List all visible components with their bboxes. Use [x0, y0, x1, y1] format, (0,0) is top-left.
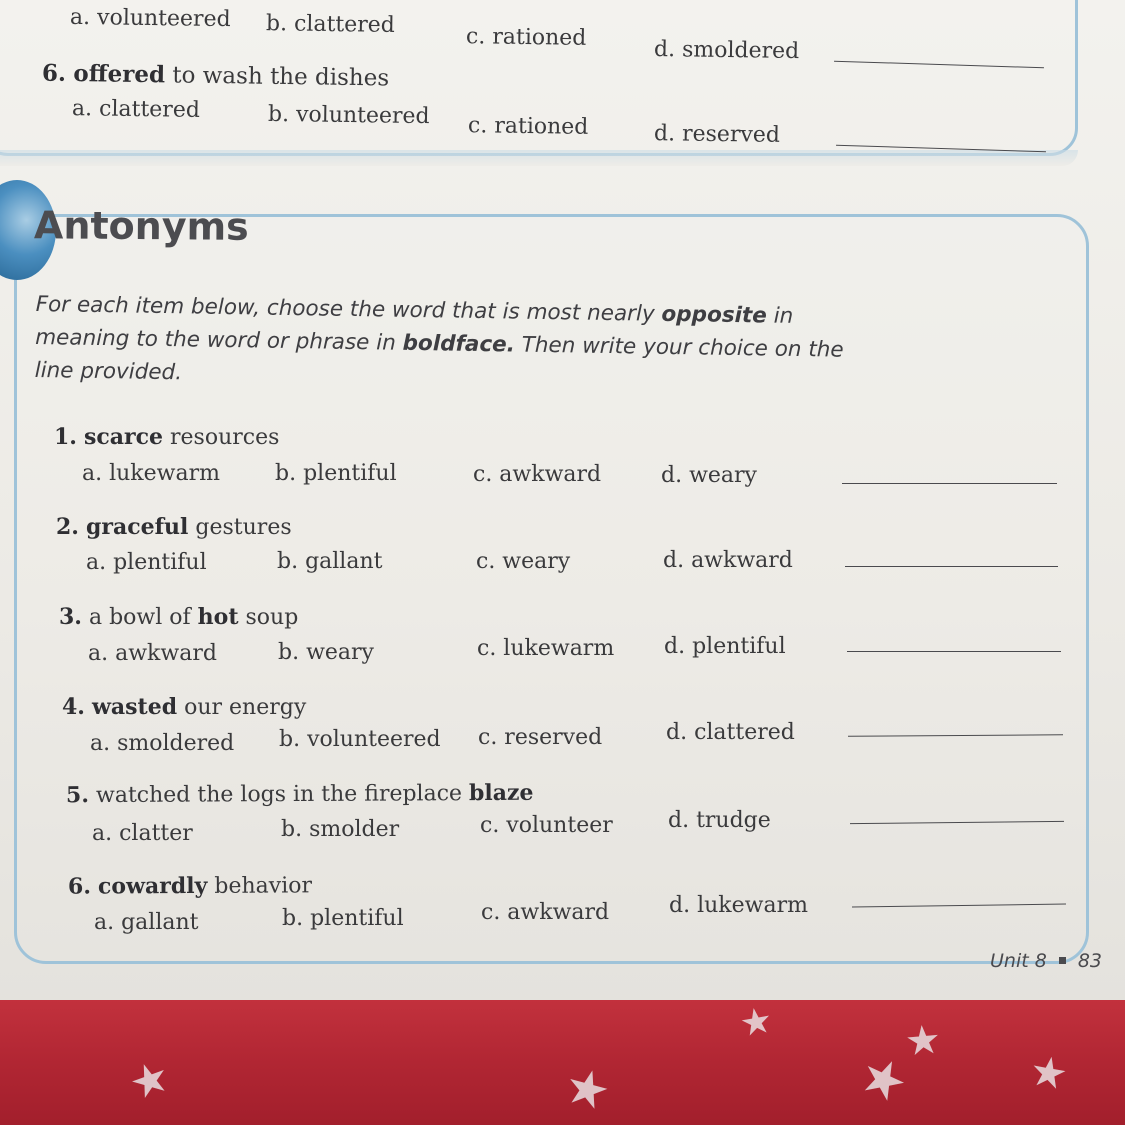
- question-5-option-b: b. smolder: [281, 817, 400, 842]
- previous-box-shadow: [0, 150, 1078, 166]
- question-3-option-d: d. plentiful: [664, 634, 786, 659]
- star-icon: ★: [1026, 1045, 1072, 1100]
- prev-q6-option-a: a. clattered: [71, 96, 201, 123]
- question-6-option-b: b. plentiful: [282, 906, 404, 931]
- prev-q6-number: 6.: [41, 59, 67, 87]
- question-6-number: 6.: [67, 873, 92, 900]
- question-3-number: 3.: [59, 604, 82, 630]
- question-4-option-a: a. smoldered: [90, 731, 235, 756]
- question-2-option-b: b. gallant: [277, 549, 383, 574]
- question-2-prompt: [56, 514, 292, 540]
- prev-q5-option-d: d. smoldered: [653, 36, 800, 65]
- question-1-option-d: d. weary: [661, 463, 757, 488]
- prev-q6-prompt: [42, 60, 389, 92]
- question-3-answer-line[interactable]: [847, 651, 1061, 652]
- star-icon: ★: [903, 1016, 943, 1066]
- question-6-bold-word: cowardly: [97, 872, 208, 900]
- question-2-answer-line[interactable]: [845, 566, 1058, 567]
- prev-q6-option-d: d. reserved: [653, 121, 781, 148]
- question-3-prompt: [59, 604, 298, 630]
- question-6-prompt: [68, 872, 312, 899]
- question-5-number: 5.: [65, 782, 90, 809]
- prev-q6-option-b: b. volunteered: [267, 101, 430, 130]
- question-4-post: our energy: [177, 695, 307, 720]
- question-1-option-c: c. awkward: [473, 462, 602, 487]
- question-5-option-d: d. trudge: [668, 808, 771, 833]
- question-3-option-a: a. awkward: [88, 641, 217, 666]
- section-title: Antonyms: [33, 203, 249, 249]
- question-1-option-b: b. plentiful: [275, 461, 397, 486]
- question-2-option-a: a. plentiful: [86, 550, 207, 575]
- instructions-bold1: opposite: [661, 301, 768, 329]
- page-footer: [990, 950, 1102, 972]
- question-2-bold-word: graceful: [85, 514, 189, 540]
- instructions: [34, 288, 855, 400]
- question-4-option-b: b. volunteered: [279, 727, 441, 752]
- question-1-prompt: [54, 424, 279, 450]
- prev-q6-option-c: c. rationed: [467, 113, 589, 140]
- star-icon: ★: [849, 1042, 918, 1118]
- unit-label: Unit 8: [990, 950, 1047, 972]
- instructions-part3: Then write your choice on the line provided.: [34, 332, 844, 386]
- star-icon: ★: [736, 1000, 776, 1046]
- question-3-bold-word: hot: [197, 604, 239, 630]
- question-2-option-c: c. weary: [476, 549, 571, 574]
- question-4-number: 4.: [62, 694, 85, 720]
- question-3-pre: a bowl of: [88, 605, 198, 630]
- question-5-option-c: c. volunteer: [480, 813, 613, 838]
- question-6-option-a: a. gallant: [94, 910, 199, 935]
- question-6-post: behavior: [207, 873, 313, 899]
- question-2-option-d: d. awkward: [663, 548, 793, 573]
- instructions-part2: in meaning to the word or phrase in: [35, 303, 794, 356]
- question-3-option-c: c. lukewarm: [477, 636, 615, 661]
- question-4-option-d: d. clattered: [666, 720, 795, 745]
- question-1-option-a: a. lukewarm: [82, 461, 220, 486]
- question-6-option-c: c. awkward: [481, 900, 610, 925]
- red-tablecloth-background: [0, 1000, 1125, 1125]
- bullet-square-icon: [1059, 957, 1066, 964]
- question-1-number: 1.: [54, 424, 77, 450]
- question-5-pre: watched the logs in the fireplace: [95, 781, 470, 809]
- question-4-bold-word: wasted: [91, 694, 178, 720]
- prev-q5-option-c: c. rationed: [465, 24, 587, 51]
- star-icon: ★: [558, 1055, 617, 1123]
- question-6-option-d: d. lukewarm: [669, 893, 808, 918]
- star-icon: ★: [122, 1049, 177, 1112]
- prev-q5-option-b: b. clattered: [265, 11, 396, 38]
- question-3-post: soup: [238, 605, 299, 630]
- instructions-part1: For each item below, choose the word that is most nearly: [35, 291, 662, 327]
- question-2-post: gestures: [188, 515, 292, 540]
- question-1-answer-line[interactable]: [842, 483, 1057, 484]
- question-4-prompt: [62, 694, 306, 720]
- prev-q6-rest: to wash the dishes: [164, 62, 390, 92]
- question-2-number: 2.: [56, 514, 79, 540]
- question-3-option-b: b. weary: [278, 640, 374, 665]
- question-1-bold-word: scarce: [83, 424, 163, 450]
- question-1-post: resources: [163, 425, 280, 450]
- question-5-option-a: a. clatter: [92, 821, 193, 846]
- instructions-bold2: boldface.: [402, 330, 516, 358]
- page-number: 83: [1077, 950, 1102, 972]
- question-4-option-c: c. reserved: [478, 725, 603, 750]
- prev-q6-bold-word: offered: [73, 60, 166, 89]
- prev-q5-option-a: a. volunteered: [69, 4, 231, 33]
- question-5-bold-word: blaze: [468, 779, 534, 807]
- question-5-prompt: [66, 780, 534, 808]
